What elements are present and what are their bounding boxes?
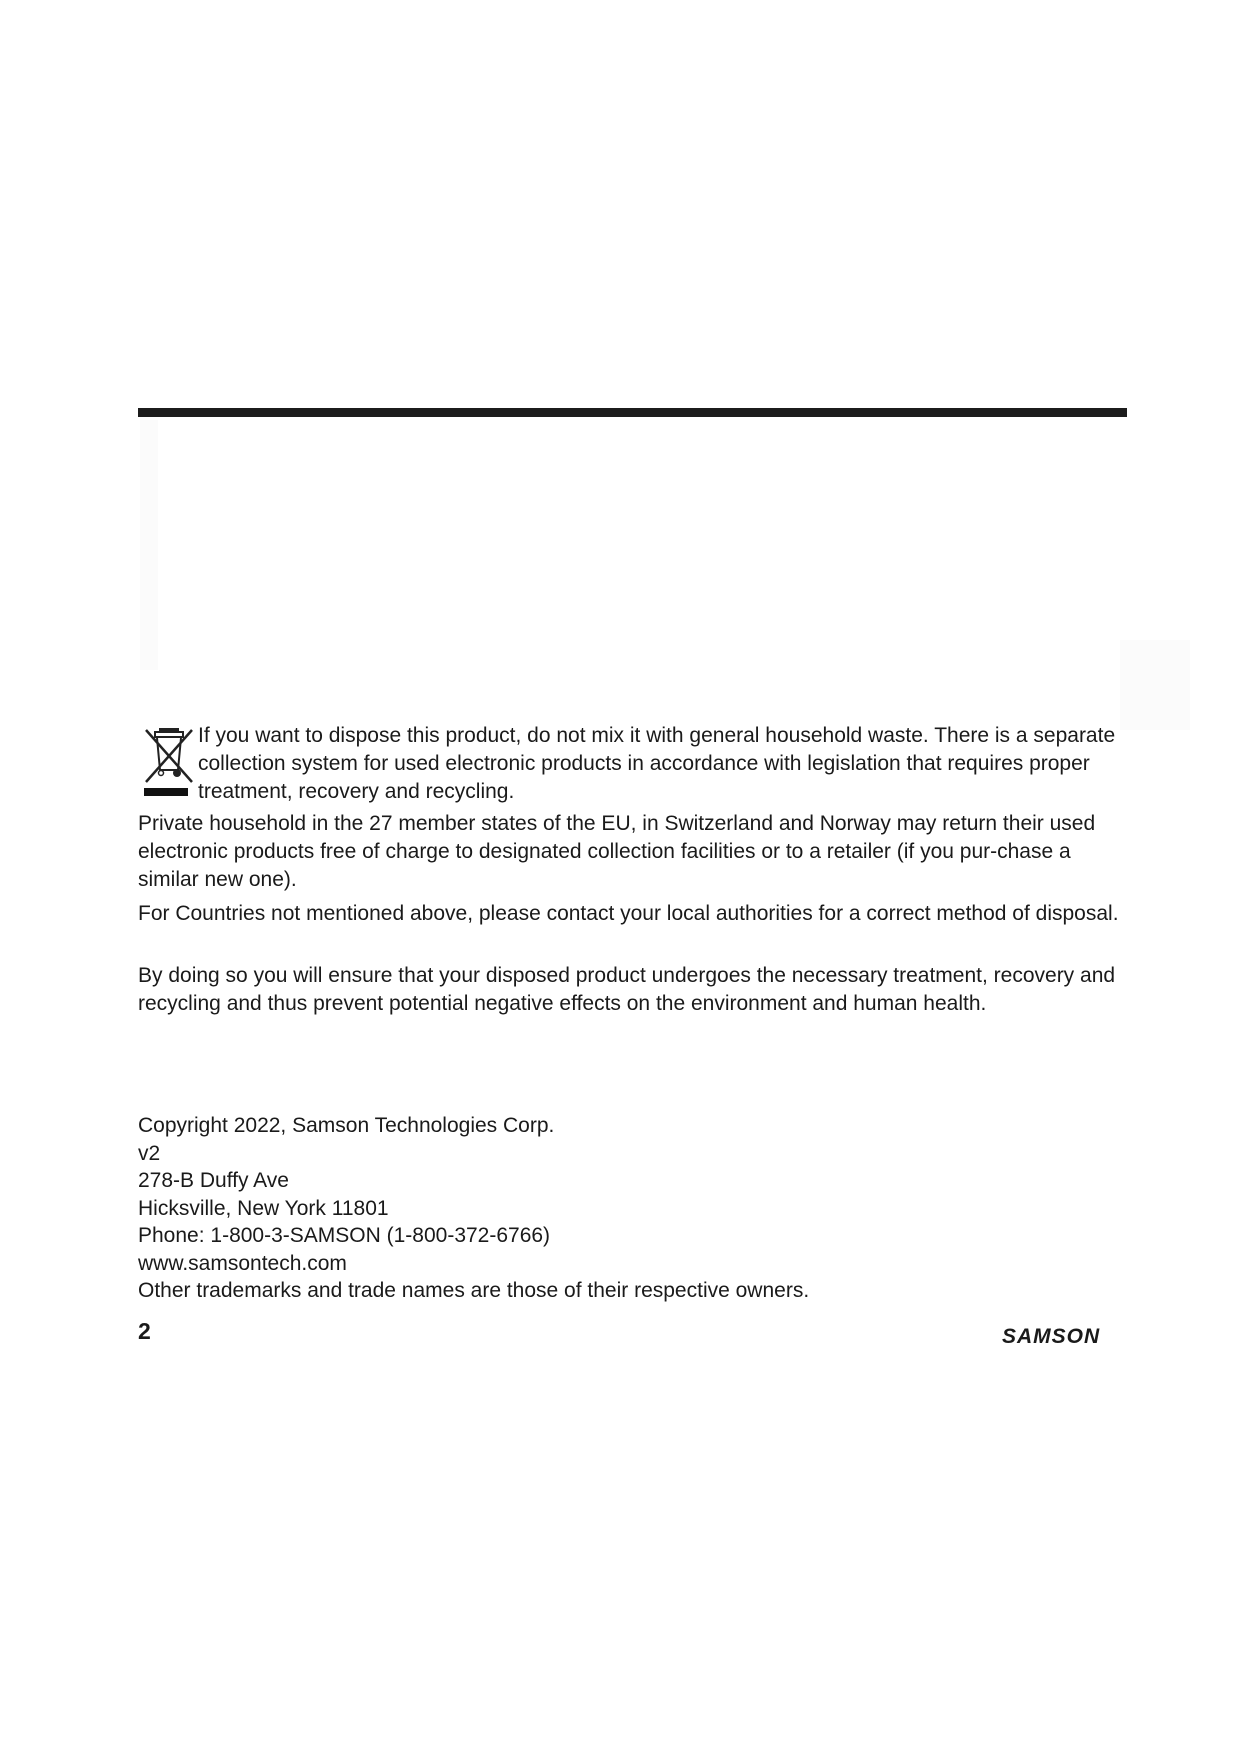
samson-logo	[1000, 1322, 1130, 1348]
top-divider-rule	[138, 408, 1127, 417]
weee-notice	[138, 722, 1128, 806]
copyright-block	[138, 1112, 809, 1305]
trademarks-notice: Other trademarks and trade names are those of their respective owners.	[138, 1279, 810, 1302]
address-street: 278-B Duffy Ave	[138, 1169, 289, 1192]
copyright-line: Copyright 2022, Samson Technologies Corp.	[138, 1114, 555, 1137]
samson-logo-text: SAMSON	[1002, 1325, 1101, 1348]
page-number: 2	[138, 1318, 151, 1344]
website-link[interactable]: www.samsontech.com	[138, 1251, 347, 1275]
paragraph-other-countries: For Countries not mentioned above, please contact your local authorities for a correct method of disposal.	[138, 902, 1119, 925]
weee-intro-text: If you want to dispose this product, do not mix it with general household waste. There is a separate collection system for used electronic products in accordance with legislation that requires proper treatment, recovery and recycling.	[198, 724, 1116, 803]
crossed-out-wheelie-bin-icon	[144, 724, 194, 798]
scan-shade-right	[1120, 640, 1190, 730]
paragraph-return-policy: Private household in the 27 member states of the EU, in Switzerland and Norway may return their used electronic products free of charge to designated collection facilities or to a retailer (if you pur-chase a similar new one).	[138, 812, 1096, 891]
version-label: v2	[138, 1141, 161, 1165]
paragraph-environment: By doing so you will ensure that your disposed product undergoes the necessary treatment, recovery and recycling and thus prevent potential negative effects on the environment and human health.	[138, 964, 1116, 1015]
scan-shade-left	[140, 420, 158, 670]
phone-number: Phone: 1-800-3-SAMSON (1-800-372-6766)	[138, 1224, 551, 1247]
address-city: Hicksville, New York 11801	[138, 1196, 389, 1220]
